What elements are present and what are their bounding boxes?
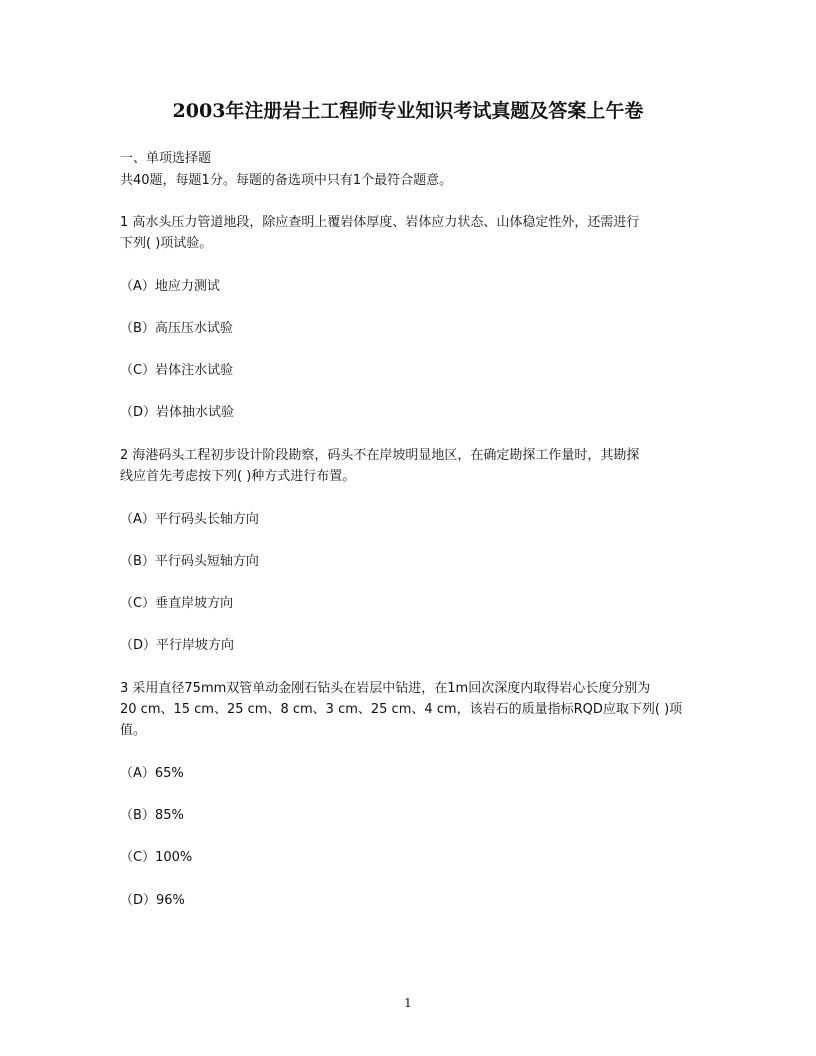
question-2-option-d: （D）平行岸坡方向 (120, 638, 235, 653)
page-number: 1 (404, 996, 412, 1010)
question-3-stem-line-3: 值。 (120, 723, 147, 738)
question-1-option-d: （D）岩体抽水试验 (120, 405, 235, 420)
question-3-stem-line-2: 20 cm、15 cm、25 cm、8 cm、3 cm、25 cm、4 cm，该岩石的质量指标RQD应取下列( )项 (120, 702, 683, 717)
question-2-option-c: （C）垂直岸坡方向 (120, 596, 234, 611)
question-2-option-b: （B）平行码头短轴方向 (120, 554, 259, 569)
question-3-option-a: （A）65% (120, 766, 184, 781)
question-1-option-a: （A）地应力测试 (120, 279, 220, 294)
question-3-option-d: （D）96% (120, 893, 185, 908)
question-2-stem-line-1: 2 海港码头工程初步设计阶段勘察，码头不在岸坡明显地区，在确定勘探工作量时，其勘探 (120, 448, 640, 463)
instructions-text: 共40题，每题1分。每题的备选项中只有1个最符合题意。 (120, 173, 453, 188)
question-2-stem-line-2: 线应首先考虑按下列( )种方式进行布置。 (120, 469, 356, 484)
question-1-option-b: （B）高压压水试验 (120, 321, 233, 336)
question-1-stem-line-1: 1 高水头压力管道地段，除应查明上覆岩体厚度、岩体应力状态、山体稳定性外，还需进行 (120, 215, 640, 230)
question-2-option-a: （A）平行码头长轴方向 (120, 512, 259, 527)
question-1-option-c: （C）岩体注水试验 (120, 363, 234, 378)
document-title: 2003年注册岩土工程师专业知识考试真题及答案上午卷 (172, 100, 644, 122)
question-1-stem-line-2: 下列( )项试验。 (120, 236, 213, 251)
question-3-option-c: （C）100% (120, 850, 193, 865)
section-heading: 一、单项选择题 (120, 151, 212, 166)
question-3-stem-line-1: 3 采用直径75mm双管单动金刚石钻头在岩层中钻进，在1m回次深度内取得岩心长度分别为 (120, 681, 651, 696)
question-3-option-b: （B）85% (120, 808, 184, 823)
